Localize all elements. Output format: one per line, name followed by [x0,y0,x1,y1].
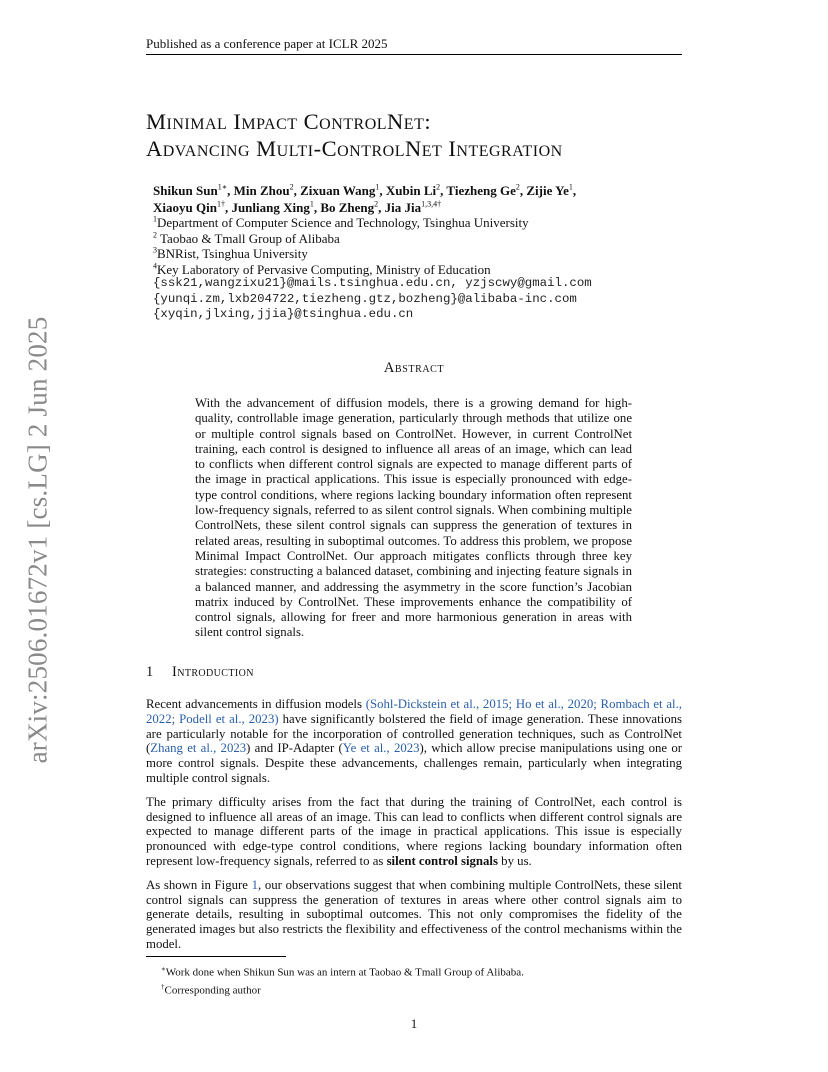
author: Zixuan Wang$^1$ [300,182,380,198]
footnote: †Corresponding author [161,982,261,997]
affiliation-list [153,215,713,277]
arxiv-sidebar [18,310,58,770]
author-list: Shikun Sun$^{1∗}$, Min Zhou$^2$, Zixuan Wang$^1$, Xubin Li$^2$, Tiezheng Ge$^2$, Zijie Ye$^1$, Xiaoyu Qin$^{1\dagger}$, Junliang Xing$^1$, Bo Zheng$^2$, Jia Jia$^{1,3,4\dagger}$ [153,182,577,215]
author: Jia Jia$^{1,3,4\dagger}$ [384,199,442,215]
paragraph: As shown in Figure 1, our observations suggest that when combining multiple ControlNets, these silent control signals can suppress the generation of textures in areas where other control signals aim to generate details, resulting in suboptimal outcomes. This not only compromises the fidelity of the generated images but also restricts the flexibility and effectiveness of the control mechanisms within the model. [146,877,682,951]
citation-link[interactable]: Zhang et al., 2023 [150,741,247,756]
affiliation: $^2$ Taobao & Tmall Group of Alibaba [153,230,340,246]
title-line-2: Advancing Multi-ControlNet Integration [146,136,563,161]
figure-reference-link[interactable]: 1 [251,877,259,892]
introduction-body [146,697,682,961]
paragraph: Recent advancements in diffusion models (Sohl-Dickstein et al., 2015; Ho et al., 2020; Rombach et al., 2022; Podell et al., 2023) have significantly bolstered the field of image generation. These innovations are particularly notable for the incorporation of controlled generation techniques, such as ControlNet (Zhang et al., 2023) and IP-Adapter (Ye et al., 2023), which allow precise manipulations using one or more control signals. Despite these advancements, challenges remain, particularly when integrating multiple control signals. [146,697,683,785]
author: Min Zhou$^2$ [233,182,294,198]
email-line: {yunqi.zm,lxb204722,tiezheng.gtz,bozheng}@alibaba-inc.com [153,291,577,306]
footnotes [161,962,661,997]
paper-title [146,108,706,162]
section-title: Introduction [172,664,254,680]
citation-link[interactable]: Ye et al., 2023 [342,741,420,756]
abstract-heading: Abstract [383,360,445,376]
author: Xiaoyu Qin$^{1\dagger}$ [153,199,225,215]
author: Bo Zheng$^2$ [320,199,379,215]
section-heading [146,664,546,681]
emphasis: silent control signals [386,853,498,868]
email-line: {ssk21,wangzixu21}@mails.tsinghua.edu.cn, yzjscwy@gmail.com [153,276,592,290]
paragraph: The primary difficulty arises from the fact that during the training of ControlNet, each control is designed to influence all areas of an image. This can lead to conflicts when different control signals are expected to manage different parts of the image in practical applications. This issue is especially pronounced with edge-type control conditions, where regions lacking boundary information often represent low-frequency signals, referred to as silent control signals by us. [146,794,682,868]
affiliation: $^1$Department of Computer Science and Technology, Tsinghua University [153,214,529,230]
title-line-1: Minimal Impact ControlNet: [146,109,432,134]
abstract-text: With the advancement of diffusion models, there is a growing demand for high-quality, controllable image generation, particularly through methods that utilize one or multiple control signals based on ControlNet. However, in current ControlNet training, each control is designed to influence all areas of an image, which can lead to conflicts when different control signals are expected to manage different parts of the image in practical applications. This issue is especially pronounced with edge-type control conditions, where regions lacking boundary information often represent low-frequency signals, referred to as silent control signals. When combining multiple ControlNets, these silent control signals can suppress the generation of textures in related areas, resulting in suboptimal outcomes. To address this problem, we propose Minimal Impact ControlNet. Our approach mitigates conflicts through three key strategies: constructing a balanced dataset, combining and injecting feature signals in a balanced manner, and addressing the asymmetry in the score function’s Jacobian matrix induced by ControlNet. These improvements enhance the compatibility of control signals, allowing for freer and more harmonious generation in areas with silent control signals. [195,396,632,640]
page-number: 1 [410,1016,418,1031]
author: Xubin Li$^2$ [385,182,441,198]
footnote-rule [146,956,286,957]
footnote: ∗Work done when Shikun Sun was an intern at Taobao & Tmall Group of Alibaba. [161,965,524,979]
author: Shikun Sun$^{1∗}$ [153,182,228,198]
affiliation: $^3$BNRist, Tsinghua University [153,245,308,261]
email-list [153,276,713,323]
arxiv-identifier: arXiv:2506.01672v1 [cs.LG] 2 Jun 2025 [22,316,53,764]
citation-link[interactable]: (Sohl-Dickstein et al., 2015; Ho et al., 2020; Rombach et al., 2022; Podell et al., 2023) [146,697,682,726]
running-header: Published as a conference paper at ICLR 2025 [146,36,682,55]
email-line: {xyqin,jlxing,jjia}@tsinghua.edu.cn [153,307,414,321]
author: Zijie Ye$^1$ [526,182,573,198]
author: Junliang Xing$^1$ [231,199,314,215]
affiliation: $^4$Key Laboratory of Pervasive Computing, Ministry of Education [153,261,491,277]
section-number: 1 [146,664,154,680]
author: Tiezheng Ge$^2$ [446,182,520,198]
